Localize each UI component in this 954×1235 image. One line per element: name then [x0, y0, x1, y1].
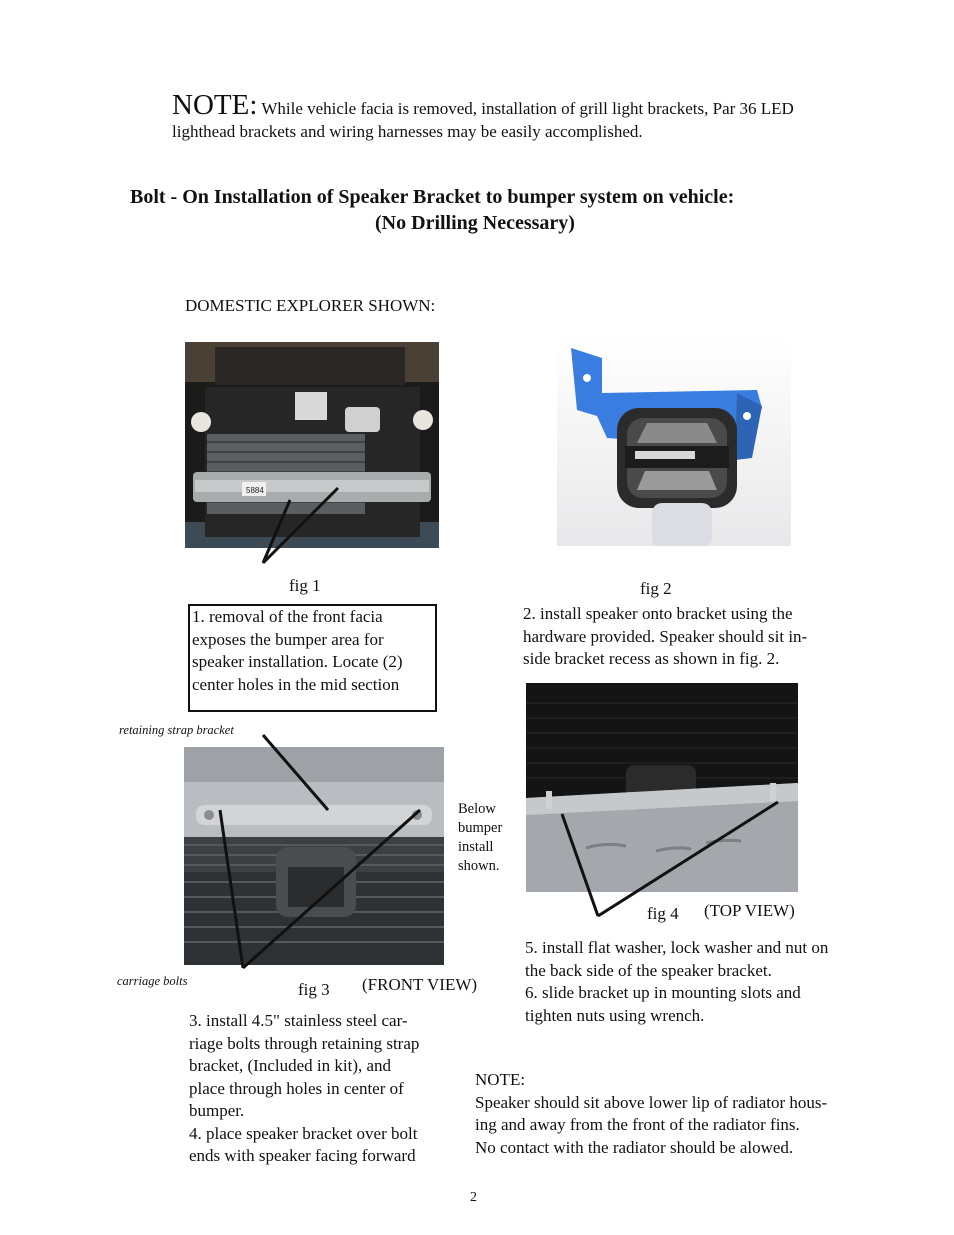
fig3-view: (FRONT VIEW) — [362, 975, 478, 994]
step3-line: bracket, (Included in kit), and — [189, 1056, 392, 1075]
fig2-caption: fig 2 — [640, 579, 672, 598]
step2-text — [523, 603, 863, 671]
intro-note — [172, 89, 812, 143]
step1-line: exposes the bumper area for — [192, 629, 384, 649]
step1-box — [188, 604, 437, 712]
fig4-view: (TOP VIEW) — [704, 901, 795, 920]
bottom-note-line: ing and away from the front of the radiator fins. — [475, 1115, 800, 1134]
step5-line: the back side of the speaker bracket. — [525, 960, 772, 980]
step5-line: 5. install flat washer, lock washer and nut on — [525, 938, 829, 957]
page-number: 2 — [470, 1190, 477, 1205]
step1-line: center holes in the mid section — [192, 674, 400, 694]
bottom-note — [475, 1069, 875, 1159]
note-text: While vehicle facia is removed, installation of grill light brackets, Par 36 LED lighthead brackets and wiring harnesses may be easily accomplished. — [172, 99, 794, 141]
below-note-line: Below — [458, 801, 496, 817]
steps5-6-text — [525, 937, 885, 1027]
steps3-4-text — [189, 1010, 459, 1168]
bottom-note-line: Speaker should sit above lower lip of radiator hous- — [475, 1092, 828, 1112]
below-bumper-note — [458, 800, 502, 876]
fig4-caption: fig 4 — [647, 904, 679, 923]
domestic-label: DOMESTIC EXPLORER SHOWN: — [185, 296, 436, 315]
bottom-note-line: No contact with the radiator should be alowed. — [475, 1137, 794, 1157]
fig2-illustration — [557, 338, 791, 546]
fig1-pointer — [250, 470, 350, 570]
step2-line: side bracket recess as shown in fig. 2. — [523, 649, 780, 668]
step1-line: speaker installation. Locate (2) — [192, 652, 403, 671]
bottom-note-label: NOTE: — [475, 1070, 526, 1089]
step1-line: 1. removal of the front facia — [192, 607, 383, 626]
step6-line: tighten nuts using wrench. — [525, 1005, 705, 1025]
below-note-line: shown. — [458, 858, 500, 874]
fig1-plate: 5884 — [246, 486, 264, 495]
step3-line: 3. install 4.5" stainless steel car- — [189, 1011, 408, 1030]
heading-line-1: Bolt - On Installation of Speaker Bracket to bumper system on vehicle: — [130, 186, 735, 208]
step4-line: 4. place speaker bracket over bolt — [189, 1123, 418, 1143]
fig3-caption: fig 3 — [298, 980, 330, 999]
label-carriage-bolts: carriage bolts — [117, 974, 188, 988]
section-heading — [60, 184, 890, 236]
step3-line: place through holes in center of — [189, 1078, 404, 1098]
step6-line: 6. slide bracket up in mounting slots and — [525, 983, 801, 1002]
step4-line: ends with speaker facing forward — [189, 1146, 416, 1165]
fig2-render — [557, 338, 791, 546]
step2-line: hardware provided. Speaker should sit in- — [523, 626, 808, 646]
fig3-pointers — [200, 728, 440, 978]
fig1-caption: fig 1 — [289, 576, 321, 595]
step3-line: bumper. — [189, 1101, 245, 1120]
label-retaining-strap: retaining strap bracket — [119, 723, 234, 737]
below-note-line: bumper — [458, 820, 503, 836]
step3-line: riage bolts through retaining strap — [189, 1033, 420, 1053]
step2-line: 2. install speaker onto bracket using the — [523, 604, 793, 623]
below-note-line: install — [458, 839, 494, 855]
heading-line-2: (No Drilling Necessary) — [375, 212, 575, 234]
note-label: NOTE: — [172, 89, 258, 121]
